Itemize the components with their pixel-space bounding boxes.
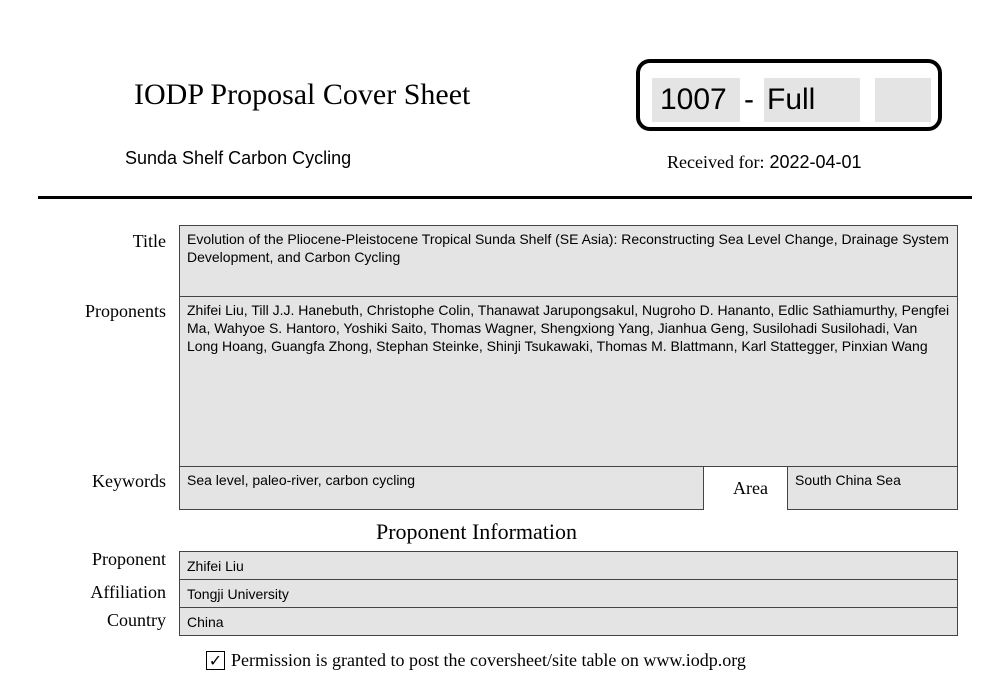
header-divider	[38, 196, 972, 199]
proposal-id-box	[636, 59, 942, 131]
keywords-field[interactable]: Sea level, paleo-river, carbon cycling	[179, 466, 704, 510]
country-label: Country	[106, 610, 166, 630]
proposal-type-field[interactable]: Full	[764, 78, 860, 122]
affiliation-field[interactable]: Tongji University	[179, 579, 958, 608]
received-info	[667, 152, 862, 173]
permission-text: Permission is granted to post the coversheet/site table on www.iodp.org	[231, 650, 746, 670]
title-label: Title	[132, 231, 166, 251]
proposal-number-field[interactable]: 1007	[652, 78, 740, 122]
received-label: Received for:	[667, 152, 765, 172]
proponent-info-heading: Proponent Information	[376, 519, 578, 544]
document-title: IODP Proposal Cover Sheet	[134, 78, 471, 111]
title-field[interactable]: Evolution of the Pliocene-Pleistocene Tropical Sunda Shelf (SE Asia): Reconstructing Sea Level Change, Drainage System Development, and Carbon Cycling	[179, 225, 958, 297]
proponent-label: Proponent	[92, 549, 166, 569]
short-title: Sunda Shelf Carbon Cycling	[125, 148, 352, 168]
proponent-field[interactable]: Zhifei Liu	[179, 551, 958, 580]
area-field[interactable]: South China Sea	[787, 466, 958, 510]
received-date: 2022-04-01	[769, 152, 862, 172]
proponents-field[interactable]: Zhifei Liu, Till J.J. Hanebuth, Christophe Colin, Thanawat Jarupongsakul, Nugroho D. Hananto, Edlic Sathiamurthy, Pengfei Ma, Wahyoe S. Hantoro, Yoshiki Saito, Thomas Wagner, Shengxiong Yang, Jianhua Geng, Susilohadi Susilohadi, Van Long Hoang, Guangfa Zhong, Stephan Steinke, Shinji Tsukawaki, Thomas M. Blattmann, Karl Stattegger, Pinxian Wang	[179, 296, 958, 467]
proposal-suffix-field[interactable]	[875, 78, 931, 122]
proponents-label: Proponents	[85, 301, 166, 321]
permission-checkbox[interactable]: ✓	[206, 651, 225, 670]
permission-row	[206, 650, 746, 671]
country-field[interactable]: China	[179, 607, 958, 636]
proposal-id-separator: -	[744, 83, 754, 116]
area-label: Area	[733, 478, 768, 498]
affiliation-label: Affiliation	[90, 582, 166, 602]
keywords-label: Keywords	[92, 471, 166, 491]
